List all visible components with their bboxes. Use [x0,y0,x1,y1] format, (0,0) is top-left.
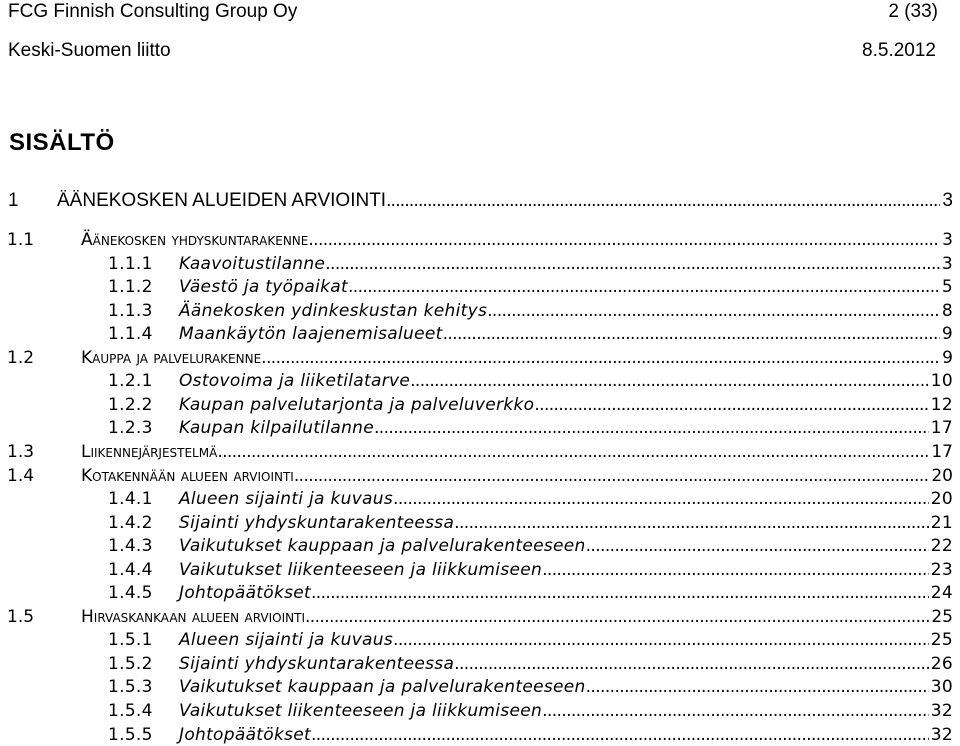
toc-dot-leader [348,276,940,298]
toc-dot-leader [374,417,929,439]
toc-dot-leader [305,606,929,628]
toc-entry-page: 30 [930,677,953,698]
toc-entry-page: 17 [930,418,953,439]
toc-entry[interactable] [108,323,953,345]
toc-entry-page: 3 [941,253,953,274]
toc-entry-page: 25 [930,630,953,651]
toc-entry[interactable] [108,535,953,557]
toc-dot-leader [393,629,929,651]
toc-entry-number: 1.1.2 [108,277,153,298]
toc-entry-number: 1.2.2 [108,394,153,415]
toc-entry-title: Kaavoitustilanne [179,253,326,274]
header-date: 8.5.2012 [862,40,936,61]
toc-entry-number: 1.2 [7,347,35,368]
toc-entry[interactable] [108,276,953,298]
toc-entry-number: 1.3 [7,441,35,462]
header-region: Keski-Suomen liitto [8,40,171,61]
toc-entry-number: 1.4.2 [108,512,153,533]
toc-entry-title: ÄÄNEKOSKEN ALUEIDEN ARVIOINTI [57,190,387,211]
toc-entry-page: 20 [930,489,953,510]
toc-entry[interactable] [7,441,953,463]
toc-entry-page: 25 [931,606,953,627]
toc-entry-page: 3 [942,190,953,211]
toc-entry-title: Vaikutukset liikenteeseen ja liikkumiseen [179,559,543,580]
toc-entry[interactable] [108,724,953,746]
toc-entry[interactable] [8,190,953,212]
toc-entry-title: Kotakennään alueen arviointi [81,465,294,486]
toc-entry-number: 1.5 [7,606,35,627]
toc-dot-leader [410,370,929,392]
toc-entry-title: Alueen sijainti ja kuvaus [179,489,394,510]
toc-dot-leader [308,229,940,251]
toc-entry-number: 1.5.4 [108,701,153,721]
toc-dot-leader [294,465,930,487]
toc-entry[interactable] [108,700,953,722]
toc-entry-title: Sijainti yhdyskuntarakenteessa [179,653,455,674]
toc-entry-title: Johtopäätökset [179,724,311,745]
toc-entry-number: 1.5.3 [108,677,153,698]
toc-dot-leader [454,653,929,675]
toc-dot-leader [217,441,929,463]
toc-entry-title: Ostovoima ja liiketilatarve [179,371,411,392]
toc-dot-leader [542,700,929,722]
toc-entry-number: 1.4.4 [108,559,153,580]
toc-dot-leader [325,253,940,275]
toc-entry-title: Maankäytön laajenemisalueet [179,324,443,345]
toc-entry[interactable] [108,559,953,581]
toc-entry-title: Hirvaskankaan alueen arviointi [81,606,305,627]
toc-entry[interactable] [108,253,953,275]
toc-entry[interactable] [108,488,953,510]
toc-entry-number: 1.1.3 [108,300,153,321]
toc-dot-leader [386,190,940,212]
toc-entry-page: 20 [931,465,953,486]
header-organization: FCG Finnish Consulting Group Oy [8,1,298,22]
toc-dot-leader [261,347,940,369]
toc-entry-title: Alueen sijainti ja kuvaus [179,630,394,651]
toc-entry[interactable] [108,512,953,534]
toc-entry-number: 1.2.1 [108,371,153,392]
header-page-number: 2 (33) [888,1,938,22]
toc-entry-number: 1.1 [7,230,35,250]
toc-entry-page: 9 [942,347,953,368]
toc-dot-leader [586,676,929,698]
toc-entry[interactable] [7,606,953,628]
toc-entry-page: 26 [930,653,953,674]
toc-dot-leader [586,535,929,557]
toc-entry-title: Sijainti yhdyskuntarakenteessa [179,512,455,533]
toc-entry-number: 1.4.3 [108,536,153,557]
toc-entry-page: 21 [930,512,953,533]
toc-entry-title: Vaikutukset kauppaan ja palvelurakenteeseen [179,677,586,698]
toc-dot-leader [443,323,940,345]
toc-entry-title: Kauppa ja palvelurakenne [81,347,262,368]
toc-entry-page: 32 [930,701,953,721]
toc-entry[interactable] [7,347,953,369]
toc-entry-title: Äänekosken yhdyskuntarakenne [81,230,309,250]
toc-entry-page: 9 [941,324,953,345]
toc-entry-number: 1.1.4 [108,324,153,345]
toc-entry-number: 1.5.1 [108,630,153,651]
toc-title: SISÄLTÖ [9,129,115,156]
toc-entry-title: Vaikutukset liikenteeseen ja liikkumiseen [179,701,543,721]
toc-entry-page: 5 [941,277,953,298]
toc-entry-number: 1.4.1 [108,489,153,510]
toc-entry-title: Äänekosken ydinkeskustan kehitys [179,300,488,321]
toc-entry-title: Liikennejärjestelmä [81,441,218,462]
toc-entry[interactable] [7,465,953,487]
toc-dot-leader [311,582,929,604]
toc-entry-page: 32 [930,724,953,745]
toc-entry-page: 23 [930,559,953,580]
toc-entry-title: Johtopäätökset [179,583,311,604]
toc-entry[interactable] [108,394,953,416]
toc-entry-number: 1.5.2 [108,653,153,674]
toc-entry-title: Kaupan palvelutarjonta ja palveluverkko [179,394,535,415]
toc-dot-leader [534,394,928,416]
toc-entry-title: Kaupan kilpailutilanne [179,418,374,439]
toc-entry-page: 8 [941,300,953,321]
toc-dot-leader [311,724,929,746]
toc-entry-title: Vaikutukset kauppaan ja palvelurakenteeseen [179,536,586,557]
toc-dot-leader [542,559,929,581]
toc-entry-number: 1.5.5 [108,724,153,745]
toc-dot-leader [393,488,929,510]
toc-entry-page: 24 [930,583,953,604]
toc-entry[interactable] [108,417,953,439]
toc-entry-number: 1.4.5 [108,583,153,604]
toc-entry[interactable] [108,676,953,698]
toc-dot-leader [487,300,940,322]
toc-entry-number: 1 [8,190,19,211]
toc-entry[interactable] [108,582,953,604]
toc-entry-number: 1.4 [7,465,35,486]
toc-entry-number: 1.2.3 [108,418,153,439]
toc-entry-page: 12 [930,394,953,415]
toc-entry-number: 1.1.1 [108,253,153,274]
toc-entry[interactable] [108,370,953,392]
toc-entry-page: 10 [930,371,953,392]
toc-entry[interactable] [7,229,953,251]
toc-entry-page: 22 [930,536,953,557]
toc-dot-leader [454,512,929,534]
toc-entry[interactable] [108,653,953,675]
toc-entry-page: 3 [942,230,953,250]
toc-entry[interactable] [108,629,953,651]
toc-entry-title: Väestö ja työpaikat [179,277,348,298]
toc-entry-page: 17 [931,441,953,462]
toc-entry[interactable] [108,300,953,322]
